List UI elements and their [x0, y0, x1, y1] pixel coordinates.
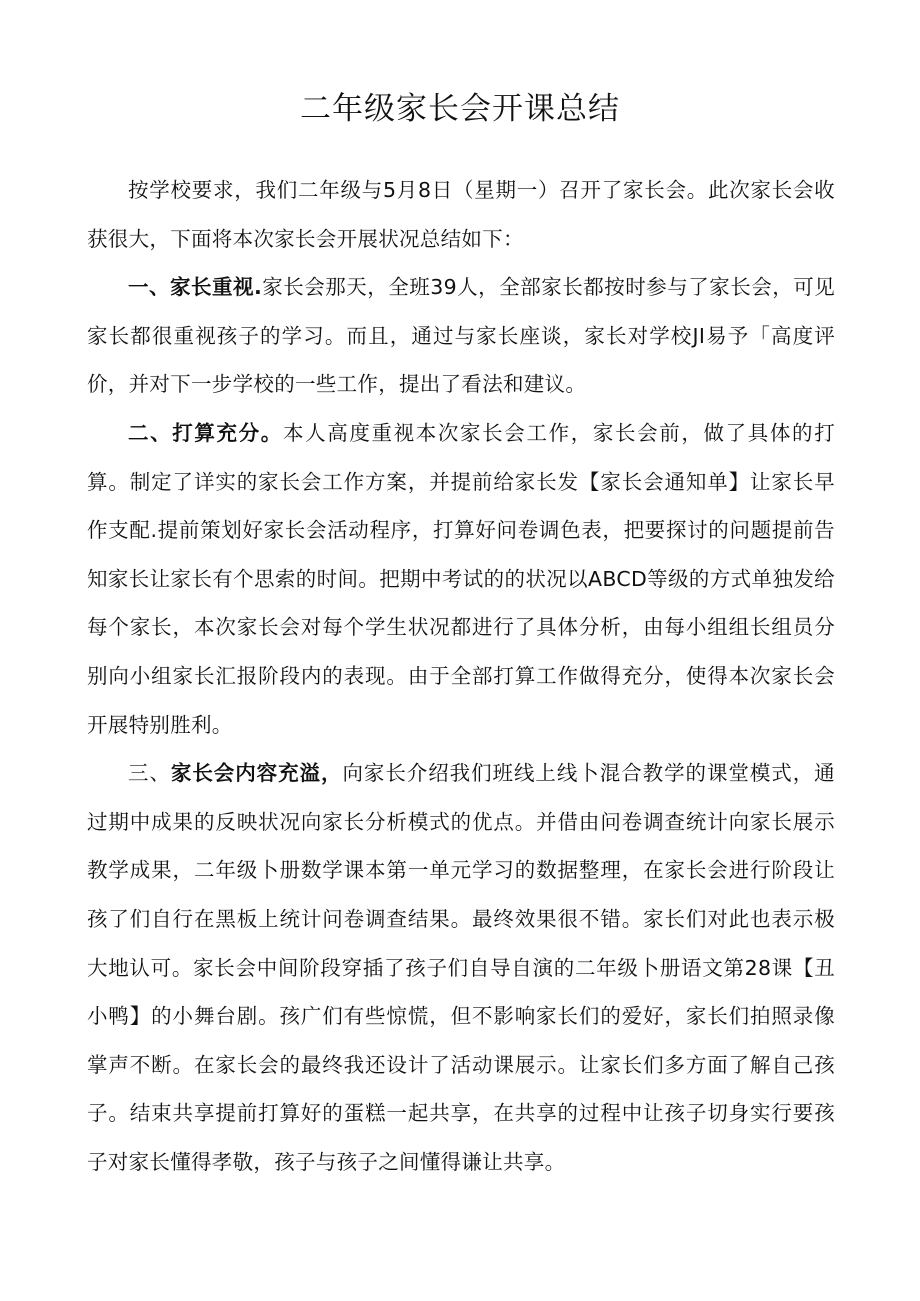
section-3-heading-prefix: 三、 — [128, 761, 171, 786]
section-1-heading: 一、家长重视. — [128, 275, 263, 300]
section-2-paragraph — [87, 409, 835, 749]
section-1-text: 家长会那天，全班39人，全部家长都按时参与了家长会，可见家长都很重视孩子的学习。而且，通过与家长座谈，家长对学校JI易予「高度评价，并对下一步学校的一些工作，提出了看法和建议。 — [87, 275, 835, 397]
section-1-paragraph — [87, 263, 835, 409]
section-2-text: 本人高度重视本次家长会工作，家长会前，做了具体的打算。制定了详实的家长会工作方案，并提前给家长发【家长会通知单】让家长早作支配.提前策划好家长会活动程序，打算好问卷调色表，把要探讨的问题提前告知家长让家长有个思索的时间。把期中考试的的状况以ABCD等级的方式单独发给每个家长，本次家长会对每个学生状况都进行了具体分析，由每小组组长组员分别向小组家长汇报阶段内的表现。由于全部打算工作做得充分，使得本次家长会开展特别胜利。 — [87, 420, 835, 737]
document-body — [87, 166, 835, 1186]
section-3-paragraph — [87, 749, 835, 1186]
document-title: 二年级家长会开课总结 — [300, 91, 620, 127]
section-3-heading: 家长会内容充溢， — [170, 761, 343, 786]
section-3-text: 向家长介绍我们班线上线卜混合教学的课堂模式，通过期中成果的反映状况向家长分析模式的优点。并借由问卷调查统计向家长展示教学成果，二年级卜册数学课本第一单元学习的数据整理，在家长会进行阶段让孩了们自行在黑板上统计问卷调查结果。最终效果很不错。家长们对此也表示极大地认可。家长会中间阶段穿插了孩子们自导自演的二年级卜册语文第28课【丑小鸭】的小舞台剧。孩广们有些惊慌，但不影响家长们的爱好，家长们拍照录像掌声不断。在家长会的最终我还设计了活动课展示。让家长们多方面了解自己孩子。结束共享提前打算好的蛋糕一起共享，在共享的过程中让孩子切身实行要孩子对家长懂得孝敬，孩子与孩子之间懂得谦让共享。 — [87, 761, 835, 1174]
intro-paragraph: 按学校要求，我们二年级与5月8日（星期一）召开了家长会。此次家长会收获很大，下面将本次家长会开展状况总结如下： — [87, 178, 835, 251]
section-2-heading: 二、打算充分。 — [128, 420, 283, 445]
